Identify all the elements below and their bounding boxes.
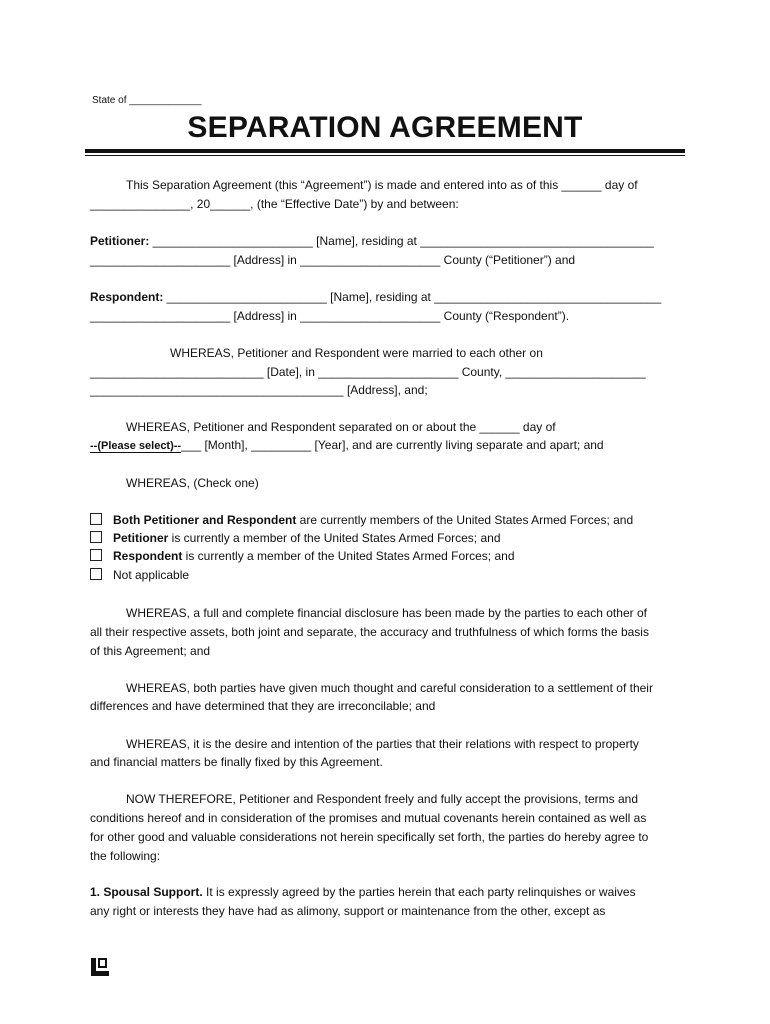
whereas-disclosure-line-3: of this Agreement; and	[90, 644, 211, 658]
whereas-married-line-1: WHEREAS, Petitioner and Respondent were married to each other on	[170, 346, 543, 360]
state-line: State of _____________	[92, 95, 202, 106]
spousal-support-heading: 1. Spousal Support.	[90, 885, 203, 899]
spousal-support-line-2: any right or interests they have had as alimony, support or maintenance from the other, except as	[90, 904, 606, 918]
checkbox-petitioner-label	[113, 531, 501, 545]
now-therefore-line-3: for other good and valuable considerations not herein specifically set forth, the parties do hereby agree to	[90, 830, 649, 844]
petitioner-line-2[interactable]: _____________________ [Address] in _____________________ County (“Petitioner”) and	[90, 253, 576, 267]
now-therefore-line-2: conditions hereof and in consideration of the promises and mutual covenants herein contained as well as	[90, 811, 647, 825]
spousal-support-text: It is expressly agreed by the parties herein that each party relinquishes or waives	[202, 885, 636, 899]
whereas-disclosure-line-2: all their respective assets, both joint and separate, the accuracy and truthfulness of which forms the basis	[90, 625, 649, 639]
respondent-line-1	[90, 290, 661, 304]
whereas-disclosure-line-1: WHEREAS, a full and complete financial disclosure has been made by the parties to each other of	[126, 606, 647, 620]
checkbox-both-bold: Both Petitioner and Respondent	[113, 513, 297, 527]
respondent-name-field[interactable]: ________________________ [Name], residing at __________________________________	[163, 290, 662, 304]
intro-line-2: _______________, 20______, (the “Effective Date”) by and between:	[90, 197, 459, 211]
checkbox-petitioner-bold: Petitioner	[113, 531, 169, 545]
checkbox-both[interactable]	[90, 513, 102, 525]
checkbox-both-label	[113, 513, 633, 527]
checkbox-respondent-label	[113, 549, 515, 563]
title-rule-thin	[85, 155, 685, 156]
whereas-consideration-line-2: differences and have determined that they are irreconcilable; and	[90, 699, 436, 713]
checkbox-respondent-bold: Respondent	[113, 549, 183, 563]
whereas-separated-line-2-rest[interactable]: ___ [Month], _________ [Year], and are currently living separate and apart; and	[181, 438, 604, 452]
whereas-desire-line-1: WHEREAS, it is the desire and intention of the parties that their relations with respect to property	[126, 737, 639, 751]
petitioner-line-1	[90, 234, 654, 248]
now-therefore-line-1: NOW THEREFORE, Petitioner and Respondent freely and fully accept the provisions, terms and	[126, 792, 639, 806]
document-title: SEPARATION AGREEMENT	[187, 111, 583, 144]
checkbox-petitioner-text: is currently a member of the United States Armed Forces; and	[168, 531, 501, 545]
spousal-support-line-1	[90, 885, 636, 899]
checkbox-petitioner[interactable]	[90, 531, 102, 543]
respondent-line-2[interactable]: _____________________ [Address] in _____________________ County (“Respondent”).	[90, 309, 570, 323]
document-logo-icon	[90, 957, 110, 977]
now-therefore-line-4: the following:	[90, 849, 161, 863]
whereas-married-line-3[interactable]: ______________________________________ [Address], and;	[90, 383, 428, 397]
petitioner-label: Petitioner:	[90, 234, 150, 248]
whereas-married-line-2[interactable]: __________________________ [Date], in _____________________ County, _____________________	[90, 365, 646, 379]
petitioner-name-field[interactable]: ________________________ [Name], residing at ___________________________________	[149, 234, 654, 248]
title-rule-thick	[85, 149, 685, 153]
whereas-separated-line-2	[90, 438, 604, 453]
checkbox-respondent-text: is currently a member of the United States Armed Forces; and	[182, 549, 515, 563]
whereas-desire-line-2: and financial matters be finally fixed by this Agreement.	[90, 755, 383, 769]
checkbox-both-text: are currently members of the United States Armed Forces; and	[296, 513, 634, 527]
respondent-label: Respondent:	[90, 290, 164, 304]
whereas-consideration-line-1: WHEREAS, both parties have given much thought and careful consideration to a settlement of their	[126, 681, 653, 695]
whereas-separated-line-1: WHEREAS, Petitioner and Respondent separated on or about the ______ day of	[126, 420, 556, 434]
month-select[interactable]: --(Please select)--	[90, 440, 182, 452]
checkbox-not-applicable[interactable]	[90, 568, 102, 580]
intro-line-1: This Separation Agreement (this “Agreement”) is made and entered into as of this ______ day of	[126, 178, 638, 192]
whereas-check-line: WHEREAS, (Check one)	[126, 476, 259, 490]
checkbox-not-applicable-label: Not applicable	[113, 568, 190, 582]
checkbox-respondent[interactable]	[90, 549, 102, 561]
